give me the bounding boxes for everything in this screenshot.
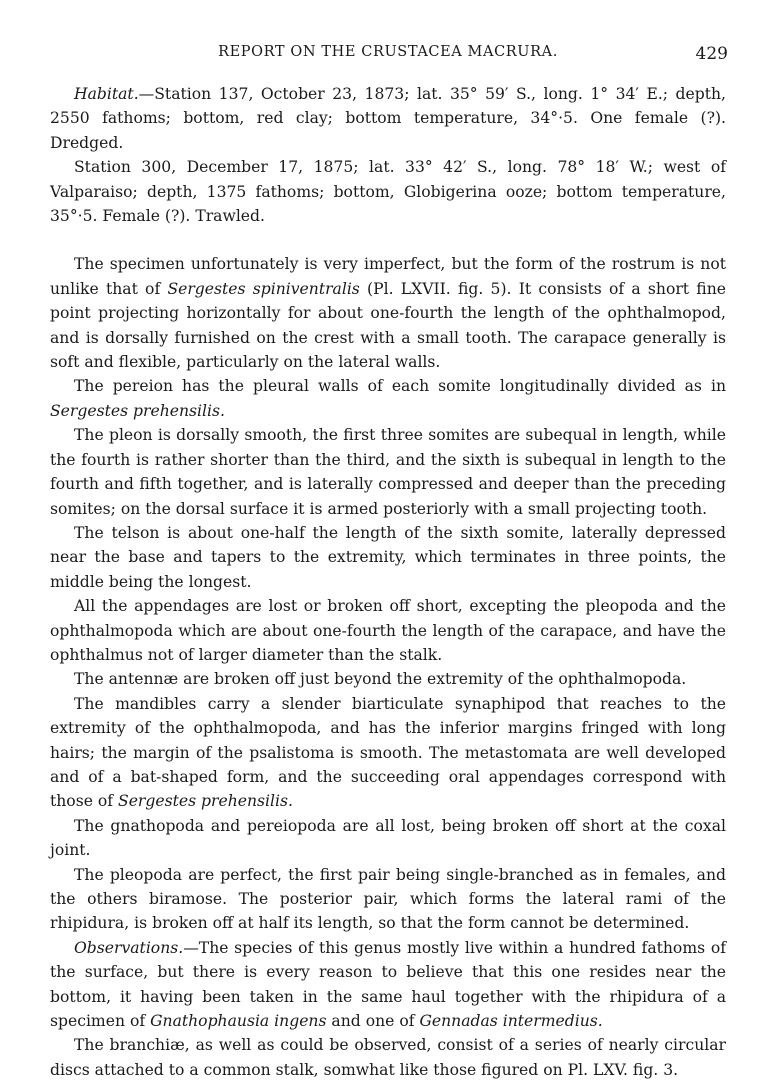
italic-text-run: Sergestes prehensilis.	[118, 792, 293, 811]
text-run: The telson is about one-half the length of the sixth somite, laterally depressed near the base and tapers to the extremity, which terminates in three points, the middle being the longest.	[50, 523, 726, 591]
rostrum-paragraph	[50, 252, 726, 374]
pereion-paragraph	[50, 374, 726, 423]
text-run: Station 300, December 17, 1875; lat. 33° 42′ S., long. 78° 18′ W.; west of Valparaiso; depth, 1375 fathoms; bottom, Globigerina ooze; bottom temperature, 35°·5. Female (?). Trawled.	[50, 158, 726, 226]
habitat-paragraph	[50, 82, 726, 155]
text-run: The antennæ are broken off just beyond the extremity of the ophthalmopoda.	[74, 670, 687, 689]
italic-text-run: Habitat.	[74, 85, 139, 103]
mandibles-paragraph	[50, 692, 726, 814]
observations-paragraph	[50, 936, 726, 1034]
italic-text-run: Sergestes spiniventralis	[167, 279, 360, 298]
italic-text-run: Sergestes prehensilis.	[50, 401, 225, 420]
pleon-paragraph	[50, 423, 726, 521]
gnathopoda-paragraph	[50, 814, 726, 863]
appendages-paragraph	[50, 594, 726, 667]
page-number: 429	[695, 44, 728, 64]
text-run: The gnathopoda and pereiopoda are all lost, being broken off short at the coxal joint.	[50, 816, 726, 860]
body-text	[50, 82, 726, 1082]
text-run: The pereion has the pleural walls of each somite longitudinally divided as in	[74, 377, 726, 396]
text-run: The pleon is dorsally smooth, the first three somites are subequal in length, while the fourth is rather shorter than the third, and the sixth is subequal in length to the fourth and fifth together, and is laterally compressed and deeper than the preceding somites; on the dorsal surface it is armed posteriorly with a small projecting tooth.	[50, 426, 726, 518]
station-300-paragraph	[50, 155, 726, 228]
running-head	[48, 44, 728, 66]
running-title: REPORT ON THE CRUSTACEA MACRURA.	[218, 44, 558, 60]
antennae-paragraph	[50, 667, 726, 691]
text-run: (Pl. LXVII. fig. 5). It consists of a short fine point projecting horizontally for about one-fourth the length of the ophthalmopod, and is dorsally furnished on the crest with a small tooth. The carapace generally is soft and flexible, particularly on the lateral walls.	[50, 279, 726, 372]
text-run: The pleopoda are perfect, the first pair being single-branched as in females, and the others biramose. The posterior pair, which forms the lateral rami of the rhipidura, is broken off at half its length, so that the form cannot be determined.	[50, 865, 726, 933]
branchiae-paragraph	[50, 1033, 726, 1082]
text-run: The branchiæ, as well as could be observed, consist of a series of nearly circular discs attached to a common stalk, somwhat like those figured on Pl. LXV. fig. 3.	[50, 1036, 726, 1079]
italic-text-run: Gnathophausia ingens	[150, 1012, 327, 1031]
text-run: and one of	[326, 1012, 420, 1031]
italic-text-run: Gennadas intermedius.	[419, 1012, 603, 1031]
text-run: All the appendages are lost or broken off short, excepting the pleopoda and the ophthalmopoda which are about one-fourth the length of the carapace, and have the ophthalmus not of larger diameter than the stalk.	[50, 597, 726, 664]
text-run: —Station 137, October 23, 1873; lat. 35° 59′ S., long. 1° 34′ E.; depth, 2550 fathoms; bottom, red clay; bottom temperature, 34°·5. One female (?). Dredged.	[50, 85, 726, 152]
text-run: The specimen unfortunately is very imperfect, but the form of the rostrum is not unlike that of	[50, 255, 726, 298]
italic-text-run: Observations.	[74, 938, 184, 957]
pleopoda-paragraph	[50, 863, 726, 936]
text-run: The mandibles carry a slender biarticulate synaphipod that reaches to the extremity of the ophthalmopoda, and has the inferior margins fringed with long hairs; the margin of the psalistoma is smooth. The metastomata are well developed and of a bat-shaped form, and the succeeding oral appendages correspond with those of	[50, 694, 726, 811]
text-run: —The species of this genus mostly live within a hundred fathoms of the surface, but there is every reason to believe that this one resides near the bottom, it having been taken in the same haul together with the rhipidura of a specimen of	[50, 938, 726, 1031]
telson-paragraph	[50, 521, 726, 594]
